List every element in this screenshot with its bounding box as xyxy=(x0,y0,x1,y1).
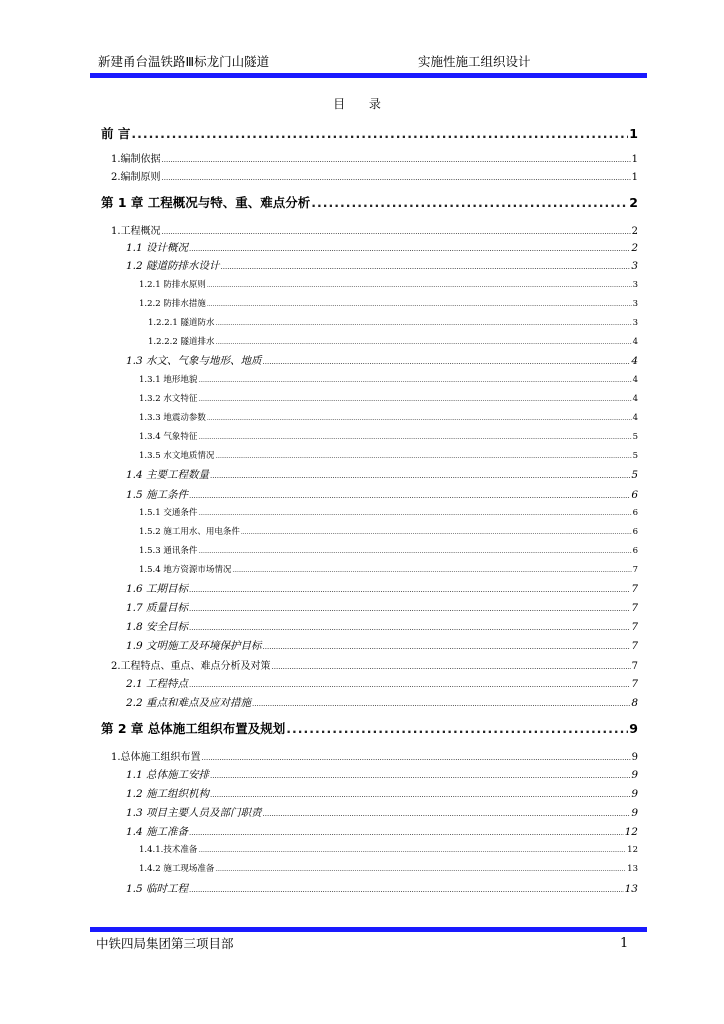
toc-entry[interactable] xyxy=(139,411,638,423)
toc-leader-dots xyxy=(207,415,632,422)
toc-entry[interactable] xyxy=(111,168,638,183)
toc-entry-page: 5 xyxy=(632,451,638,461)
toc-leader-dots xyxy=(210,791,630,799)
toc-entry[interactable] xyxy=(139,843,638,855)
toc-entry[interactable] xyxy=(126,695,638,710)
toc-entry-label: 1.编制依据 xyxy=(111,154,161,165)
toc-entry-page: 9 xyxy=(631,807,638,819)
toc-leader-dots xyxy=(221,263,631,271)
toc-entry[interactable] xyxy=(126,676,638,691)
toc-entry-label: 1.5 施工条件 xyxy=(126,489,189,501)
toc-leader-dots xyxy=(263,643,631,651)
toc-entry[interactable] xyxy=(139,544,638,556)
toc-entry[interactable] xyxy=(126,619,638,634)
toc-leader-dots xyxy=(252,700,630,708)
toc-entry[interactable] xyxy=(139,563,638,575)
toc-leader-dots xyxy=(189,624,630,632)
toc-entry-label: 1.2.2.2 隧道排水 xyxy=(148,337,215,347)
toc-entry[interactable] xyxy=(126,353,638,368)
toc-entry[interactable] xyxy=(139,392,638,404)
toc-entry-label: 1.7 质量目标 xyxy=(126,602,189,614)
toc-entry[interactable] xyxy=(111,150,638,165)
toc-entry-page: 3 xyxy=(631,260,638,272)
toc-entry-page: 7 xyxy=(632,565,638,575)
toc-leader-dots xyxy=(189,605,630,613)
toc-entry-label: 2.1 工程特点 xyxy=(126,678,189,690)
toc-entry-page: 9 xyxy=(631,788,638,800)
toc-entry-label: 1.5.4 地方资源市场情况 xyxy=(139,565,232,575)
toc-entry-label: 1.5.2 施工用水、用电条件 xyxy=(139,527,240,537)
toc-leader-dots xyxy=(202,754,631,762)
toc-entry-page: 7 xyxy=(631,621,638,633)
toc-leader-dots xyxy=(131,126,628,141)
toc-entry[interactable] xyxy=(139,430,638,442)
toc-entry-label: 1.4.1.技术准备 xyxy=(139,845,198,855)
toc-entry-label: 1.5 临时工程 xyxy=(126,883,189,895)
toc-leader-dots xyxy=(263,810,631,818)
toc-entry-label: 2.编制原则 xyxy=(111,172,161,183)
toc-leader-dots xyxy=(189,829,624,837)
toc-entry-label: 1.3.5 水文地质情况 xyxy=(139,451,215,461)
toc-leader-dots xyxy=(215,339,631,346)
toc-entry[interactable] xyxy=(111,657,638,672)
page-header xyxy=(90,51,647,71)
toc-entry-page: 4 xyxy=(632,337,638,347)
toc-entry-page: 9 xyxy=(629,721,638,736)
toc-entry[interactable] xyxy=(139,449,638,461)
toc-entry[interactable] xyxy=(139,297,638,309)
toc-entry-page: 5 xyxy=(632,432,638,442)
toc-entry[interactable] xyxy=(148,316,638,328)
toc-leader-dots xyxy=(198,396,631,403)
toc-entry-label: 1.3.1 地形地貌 xyxy=(139,375,198,385)
toc-entry-page: 9 xyxy=(631,769,638,781)
toc-entry-label: 前 言 xyxy=(101,126,131,141)
toc-entry[interactable] xyxy=(126,600,638,615)
toc-entry-page: 4 xyxy=(631,355,638,367)
toc-entry-label: 1.总体施工组织布置 xyxy=(111,752,201,763)
toc-entry[interactable] xyxy=(148,335,638,347)
toc-entry-label: 1.3.4 气象特征 xyxy=(139,432,198,442)
toc-entry[interactable] xyxy=(101,193,638,211)
toc-leader-dots xyxy=(215,453,631,460)
toc-entry-page: 7 xyxy=(631,583,638,595)
toc-entry[interactable] xyxy=(126,824,638,839)
toc-leader-dots xyxy=(215,866,626,873)
toc-leader-dots xyxy=(189,681,630,689)
toc-entry-label: 1.9 文明施工及环境保护目标 xyxy=(126,640,262,652)
toc-entry-page: 4 xyxy=(632,413,638,423)
toc-entry-label: 2.2 重点和难点及应对措施 xyxy=(126,697,252,709)
toc-entry[interactable] xyxy=(126,767,638,782)
toc-leader-dots xyxy=(210,772,630,780)
toc-entry[interactable] xyxy=(101,719,638,737)
toc-entry-page: 3 xyxy=(632,318,638,328)
toc-entry[interactable] xyxy=(101,124,638,142)
toc-entry-page: 6 xyxy=(632,527,638,537)
toc-entry-page: 5 xyxy=(631,469,638,481)
toc-entry-label: 1.3 水文、气象与地形、地质 xyxy=(126,355,262,367)
toc-entry-page: 3 xyxy=(632,280,638,290)
toc-entry-label: 1.3.3 地震动参数 xyxy=(139,413,206,423)
toc-leader-dots xyxy=(198,510,631,517)
toc-leader-dots xyxy=(189,492,630,500)
toc-entry-page: 4 xyxy=(632,375,638,385)
toc-entry-page: 6 xyxy=(632,508,638,518)
toc-entry-label: 1.工程概况 xyxy=(111,226,161,237)
toc-entry-page: 8 xyxy=(631,697,638,709)
toc-leader-dots xyxy=(189,245,630,253)
toc-entry-label: 1.5.3 通讯条件 xyxy=(139,546,198,556)
toc-leader-dots xyxy=(263,358,631,366)
toc-entry[interactable] xyxy=(126,467,638,482)
toc-entry-label: 1.1 总体施工安排 xyxy=(126,769,210,781)
toc-entry-page: 1 xyxy=(629,126,638,141)
toc-entry-page: 7 xyxy=(631,661,638,672)
toc-entry-page: 12 xyxy=(627,845,638,855)
toc-entry[interactable] xyxy=(126,805,638,820)
toc-leader-dots xyxy=(198,548,631,555)
toc-leader-dots xyxy=(232,567,631,574)
toc-entry-label: 1.4 施工准备 xyxy=(126,826,189,838)
toc-entry[interactable] xyxy=(111,748,638,763)
footer-rule xyxy=(90,927,647,932)
toc-entry-page: 1 xyxy=(631,172,638,183)
toc-entry-page: 4 xyxy=(632,394,638,404)
toc-entry-label: 1.4.2 施工现场准备 xyxy=(139,864,215,874)
toc-entry-label: 1.6 工期目标 xyxy=(126,583,189,595)
toc-entry-label: 1.5.1 交通条件 xyxy=(139,508,198,518)
toc-entry-page: 13 xyxy=(624,883,638,895)
toc-entry-page: 3 xyxy=(632,299,638,309)
toc-entry-label: 1.1 设计概况 xyxy=(126,242,189,254)
toc-entry[interactable] xyxy=(139,506,638,518)
toc-entry-page: 7 xyxy=(631,602,638,614)
header-document-type: 实施性施工组织设计 xyxy=(418,54,531,69)
toc-leader-dots xyxy=(207,301,632,308)
toc-entry-page: 2 xyxy=(631,242,638,254)
toc-leader-dots xyxy=(162,174,631,182)
toc-entry-label: 1.4 主要工程数量 xyxy=(126,469,210,481)
toc-entry-label: 1.8 安全目标 xyxy=(126,621,189,633)
toc-entry[interactable] xyxy=(139,862,638,874)
toc-entry-label: 1.2.2.1 隧道防水 xyxy=(148,318,215,328)
toc-entry-page: 2 xyxy=(629,195,638,210)
toc-entry[interactable] xyxy=(111,222,638,237)
toc-entry-page: 7 xyxy=(631,678,638,690)
toc-entry[interactable] xyxy=(126,638,638,653)
toc-entry[interactable] xyxy=(139,278,638,290)
toc-leader-dots xyxy=(198,847,626,854)
footer-organization: 中铁四局集团第三项目部 xyxy=(96,936,234,951)
toc-leader-dots xyxy=(162,156,631,164)
toc-entry-label: 1.2.2 防排水措施 xyxy=(139,299,206,309)
toc-leader-dots xyxy=(207,282,632,289)
toc-entry-label: 1.2 隧道防排水设计 xyxy=(126,260,220,272)
toc-entry[interactable] xyxy=(126,581,638,596)
toc-entry[interactable] xyxy=(126,487,638,502)
toc-leader-dots xyxy=(189,586,630,594)
toc-leader-dots xyxy=(162,228,631,236)
toc-entry-page: 12 xyxy=(624,826,638,838)
header-rule xyxy=(90,73,647,78)
toc-entry-page: 9 xyxy=(631,752,638,763)
toc-entry-label: 1.2 施工组织机构 xyxy=(126,788,210,800)
toc-entry-label: 第 1 章 工程概况与特、重、难点分析 xyxy=(101,195,311,210)
footer-page-number: 1 xyxy=(620,936,629,951)
toc-entry-page: 6 xyxy=(632,546,638,556)
toc-entry[interactable] xyxy=(126,258,638,273)
toc-title: 目 录 xyxy=(333,97,391,111)
toc-entry-label: 2.工程特点、重点、难点分析及对策 xyxy=(111,661,271,672)
toc-entry[interactable] xyxy=(139,373,638,385)
toc-leader-dots xyxy=(198,377,631,384)
toc-leader-dots xyxy=(286,721,628,736)
toc-entry[interactable] xyxy=(126,786,638,801)
toc-entry[interactable] xyxy=(139,525,638,537)
toc-entry-label: 第 2 章 总体施工组织布置及规划 xyxy=(101,721,286,736)
toc-entry-label: 1.3 项目主要人员及部门职责 xyxy=(126,807,262,819)
toc-entry-page: 13 xyxy=(627,864,638,874)
toc-leader-dots xyxy=(210,472,630,480)
toc-leader-dots xyxy=(241,529,632,536)
header-project-title: 新建甬台温铁路Ⅲ标龙门山隧道 xyxy=(98,54,270,69)
toc-leader-dots xyxy=(272,663,631,671)
toc-entry[interactable] xyxy=(126,240,638,255)
toc-entry-label: 1.3.2 水文特征 xyxy=(139,394,198,404)
toc-entry-page: 7 xyxy=(631,640,638,652)
toc-leader-dots xyxy=(189,886,624,894)
toc-leader-dots xyxy=(198,434,631,441)
toc-leader-dots xyxy=(215,320,631,327)
toc-entry[interactable] xyxy=(126,881,638,896)
toc-entry-label: 1.2.1 防排水原则 xyxy=(139,280,206,290)
toc-entry-page: 2 xyxy=(631,226,638,237)
toc-entry-page: 6 xyxy=(631,489,638,501)
toc-leader-dots xyxy=(311,195,628,210)
toc-entry-page: 1 xyxy=(631,154,638,165)
